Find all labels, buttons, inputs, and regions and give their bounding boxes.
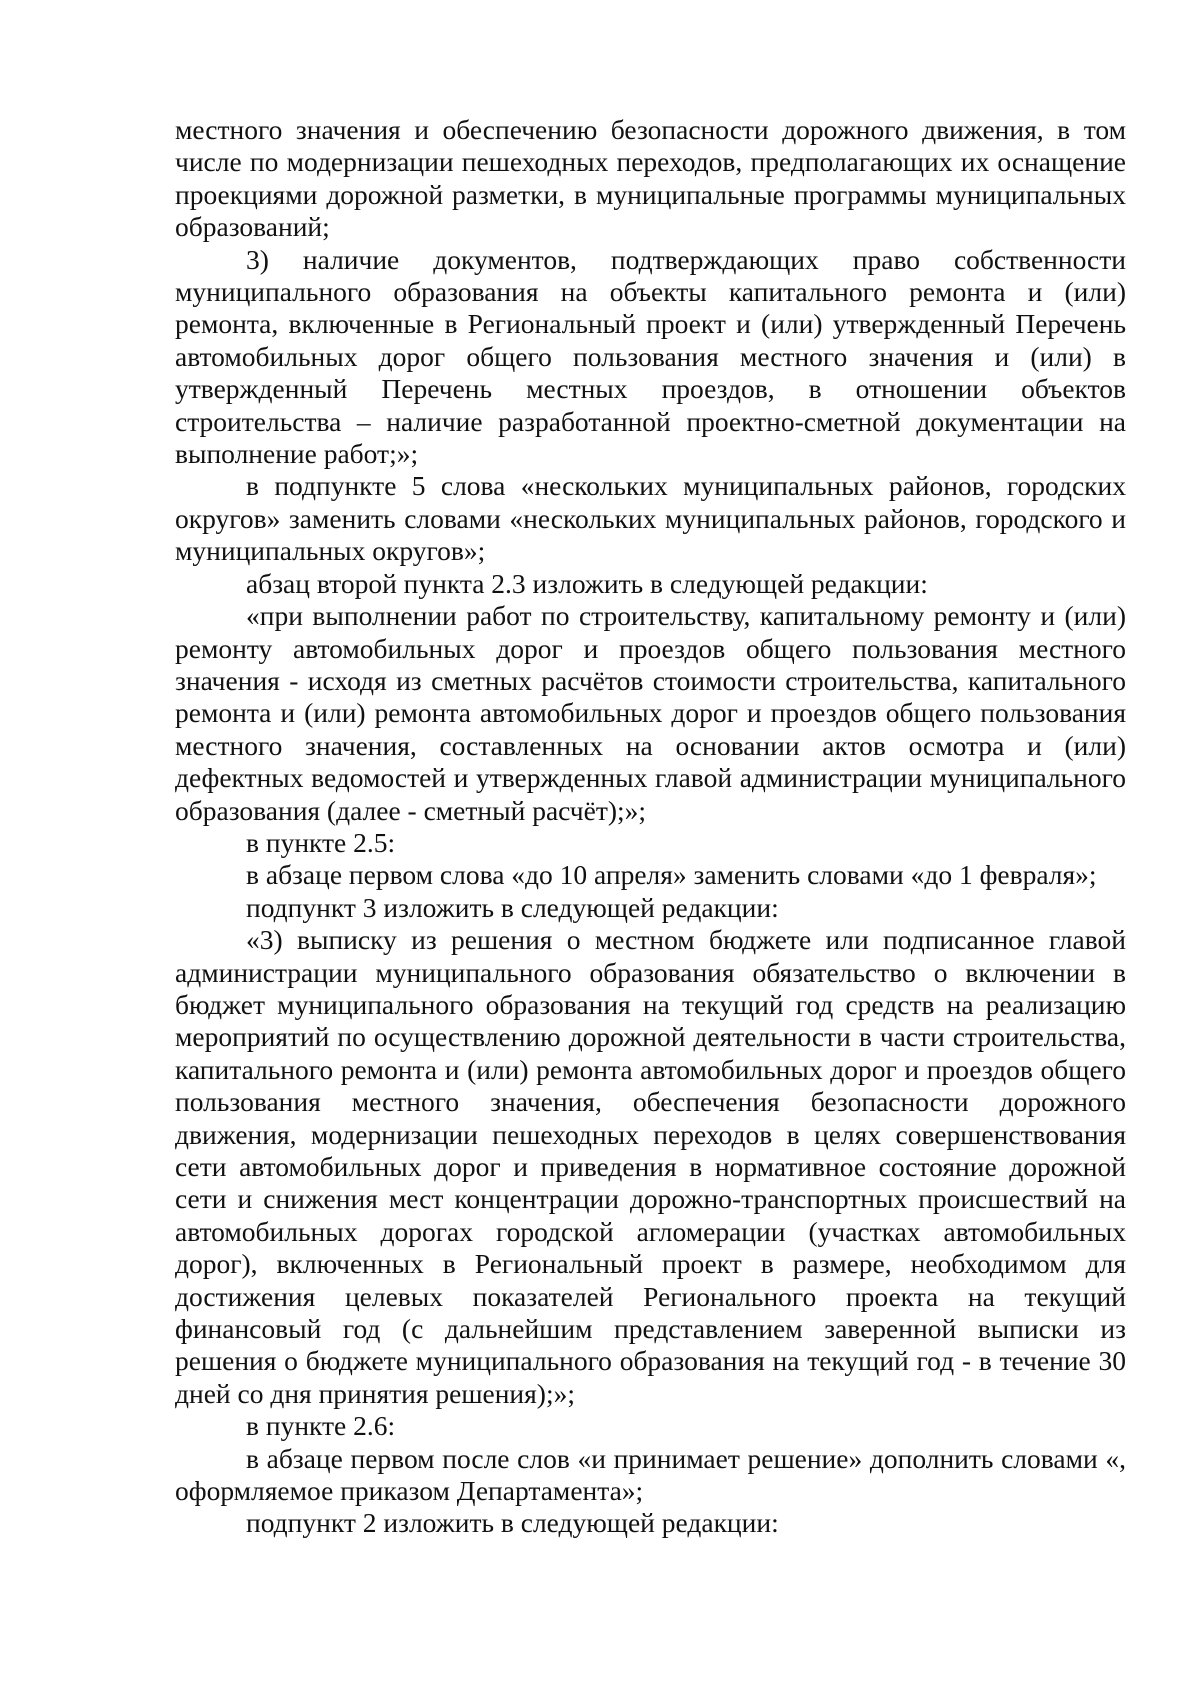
paragraph-subitem-3-heading: подпункт 3 изложить в следующей редакции: [246,891,779,923]
paragraph-subitem-5-amendment: в подпункте 5 слова «нескольких муниципальных районов, городских округов» заменить словами «нескольких муниципальных районов, городского и муниципальных округов»; [175,470,1126,567]
paragraph-clause-2-5-heading: в пункте 2.5: [246,826,396,858]
paragraph-clause-2-5-date-change: в абзаце первом слова «до 10 апреля» заменить словами «до 1 февраля»; [246,859,1097,891]
document-body [175,114,1126,1540]
paragraph-clause-2-3-heading: абзац второй пункта 2.3 изложить в следующей редакции: [246,567,928,599]
paragraph-item-3-ownership-documents: 3) наличие документов, подтверждающих право собственности муниципального образования на объекты капитального ремонта и (или) ремонта, включенные в Региональный проект и (или) утвержденный Перечень автомобильных дорог общего пользования местного значения и (или) в утвержденный Перечень местных проездов, в отношении объектов строительства – наличие разработанной проектно-сметной документации на выполнение работ;»; [175,243,1126,470]
paragraph-clause-2-3-text: «при выполнении работ по строительству, капитальному ремонту и (или) ремонту автомобильных дорог и проездов общего пользования местного значения - исходя из сметных расчётов стоимости строительства, капитального ремонта и (или) ремонта автомобильных дорог и проездов общего пользования местного значения, составленных на основании актов осмотра и (или) дефектных ведомостей и утвержденных главой администрации муниципального образования (далее - сметный расчёт);»; [175,600,1126,826]
paragraph-clause-2-6-addition: в абзаце первом после слов «и принимает решение» дополнить словами «, оформляемое приказом Департамента»; [175,1442,1126,1507]
paragraph-subitem-3-text: «3) выписку из решения о местном бюджете или подписанное главой администрации муниципального образования обязательство о включении в бюджет муниципального образования на текущий год средств на реализацию мероприятий по осуществлению дорожной деятельности в части строительства, капитального ремонта и (или) ремонта автомобильных дорог и проездов общего пользования местного значения, обеспечения безопасности дорожного движения, модернизации пешеходных переходов в целях совершенствования сети автомобильных дорог и приведения в нормативное состояние дорожной сети и снижения мест концентрации дорожно-транспортных происшествий на автомобильных дорогах городской агломерации (участках автомобильных дорог), включенных в Региональный проект в размере, необходимом для достижения целевых показателей Регионального проекта на текущий финансовый год (с дальнейшим представлением заверенной выписки из решения о бюджете муниципального образования на текущий год - в течение 30 дней со дня принятия решения);»; [175,924,1126,1409]
paragraph-subitem-2-heading: подпункт 2 изложить в следующей редакции: [246,1507,779,1539]
paragraph-clause-2-6-heading: в пункте 2.6: [246,1410,396,1442]
paragraph-continuation: местного значения и обеспечению безопасности дорожного движения, в том числе по модернизации пешеходных переходов, предполагающих их оснащение проекциями дорожной разметки, в муниципальные программы муниципальных образований; [175,114,1126,243]
